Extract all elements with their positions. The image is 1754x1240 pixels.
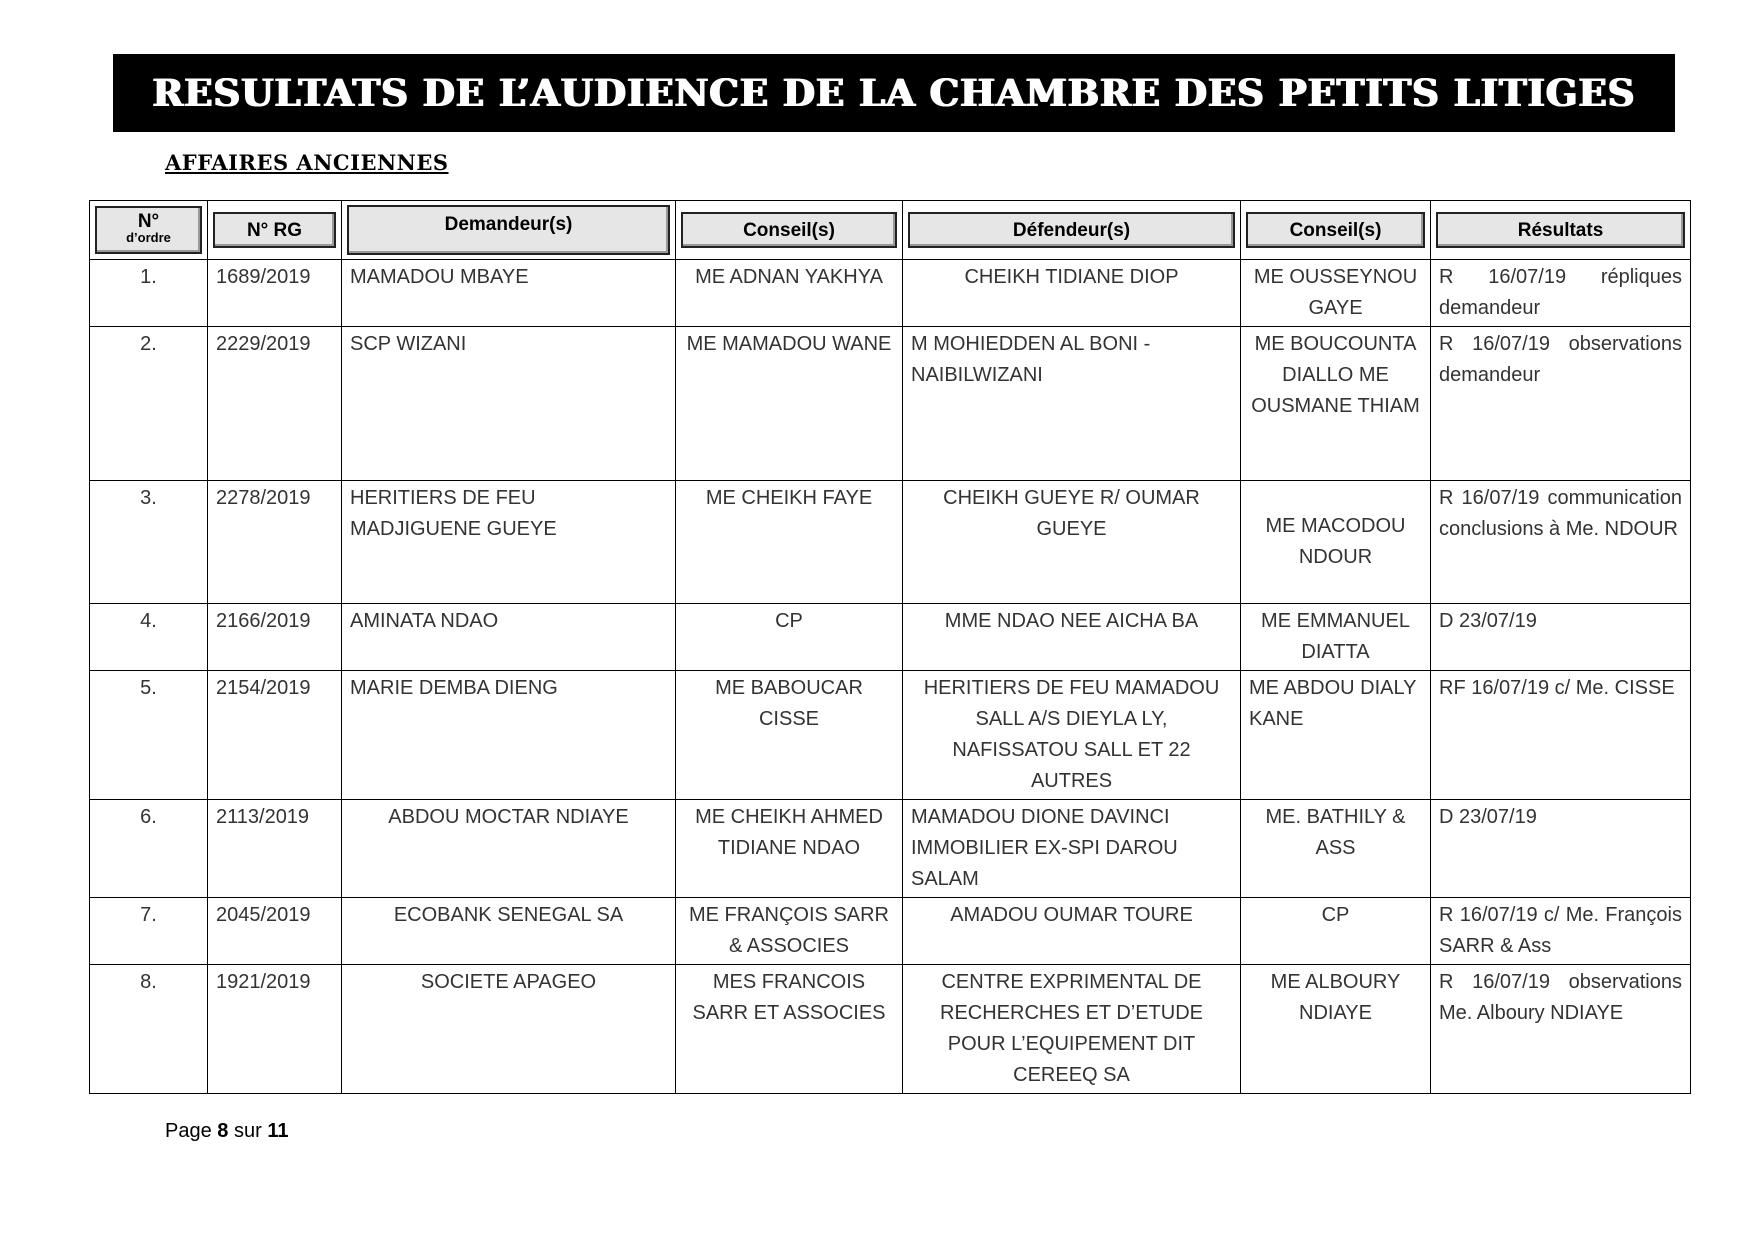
cell-demandeur: SOCIETE APAGEO (342, 965, 676, 1094)
cell-demandeur: HERITIERS DE FEU MADJIGUENE GUEYE (342, 481, 676, 604)
cell-resultat: R 16/07/19 communication conclusions à Me. NDOUR (1431, 481, 1691, 604)
cell-defendeur: AMADOU OUMAR TOURE (903, 898, 1241, 965)
footer-current-page: 8 (217, 1120, 229, 1142)
cell-conseil-defendeur: CP (1241, 898, 1431, 965)
cell-ordre: 8. (90, 965, 208, 1094)
cell-conseil-demandeur: ME MAMADOU WANE (676, 327, 903, 481)
cell-conseil-defendeur: ME ABDOU DIALY KANE (1241, 671, 1431, 800)
table-row (90, 481, 1691, 604)
cell-conseil-demandeur: ME CHEIKH FAYE (676, 481, 903, 604)
cell-conseil-demandeur: ME FRANÇOIS SARR & ASSOCIES (676, 898, 903, 965)
cell-ordre: 3. (90, 481, 208, 604)
document-title: RESULTATS DE L’AUDIENCE DE LA CHAMBRE DES PETITS LITIGES (152, 71, 1636, 115)
cell-resultat: R 16/07/19 répliques demandeur (1431, 260, 1691, 327)
cell-demandeur: AMINATA NDAO (342, 604, 676, 671)
cell-ordre: 5. (90, 671, 208, 800)
cell-ordre: 1. (90, 260, 208, 327)
cell-conseil-demandeur: CP (676, 604, 903, 671)
cell-resultat: R 16/07/19 c/ Me. François SARR & Ass (1431, 898, 1691, 965)
cell-resultat: RF 16/07/19 c/ Me. CISSE (1431, 671, 1691, 800)
header-resultats: Résultats (1431, 201, 1691, 260)
header-defendeurs: Défendeur(s) (903, 201, 1241, 260)
cell-conseil-defendeur: ME MACODOU NDOUR (1241, 481, 1431, 604)
section-heading: AFFAIRES ANCIENNES (165, 150, 449, 175)
cell-demandeur: MAMADOU MBAYE (342, 260, 676, 327)
cell-resultat: D 23/07/19 (1431, 800, 1691, 898)
cell-defendeur: HERITIERS DE FEU MAMADOU SALL A/S DIEYLA LY, NAFISSATOU SALL ET 22 AUTRES (903, 671, 1241, 800)
cell-defendeur: M MOHIEDDEN AL BONI - NAIBILWIZANI (903, 327, 1241, 481)
cell-conseil-defendeur: ME EMMANUEL DIATTA (1241, 604, 1431, 671)
cell-conseil-defendeur: ME OUSSEYNOU GAYE (1241, 260, 1431, 327)
header-ordre-top: N° (137, 211, 160, 232)
footer-sur-label: sur (233, 1120, 262, 1142)
cell-rg: 2113/2019 (208, 800, 342, 898)
footer-page-label: Page (165, 1120, 212, 1142)
footer-total-pages: 11 (267, 1120, 289, 1142)
header-ordre-bottom: d’ordre (126, 230, 171, 245)
cell-ordre: 2. (90, 327, 208, 481)
cell-rg: 2154/2019 (208, 671, 342, 800)
header-conseil-demandeur: Conseil(s) (676, 201, 903, 260)
title-banner (113, 54, 1675, 132)
cell-rg: 2229/2019 (208, 327, 342, 481)
cell-resultat: R 16/07/19 observations demandeur (1431, 327, 1691, 481)
cell-demandeur: MARIE DEMBA DIENG (342, 671, 676, 800)
cell-conseil-demandeur: ME ADNAN YAKHYA (676, 260, 903, 327)
cell-conseil-defendeur: ME BOUCOUNTA DIALLO ME OUSMANE THIAM (1241, 327, 1431, 481)
cell-rg: 1921/2019 (208, 965, 342, 1094)
table-row (90, 604, 1691, 671)
header-conseil-defendeur: Conseil(s) (1241, 201, 1431, 260)
cell-defendeur: CHEIKH TIDIANE DIOP (903, 260, 1241, 327)
cell-conseil-demandeur: MES FRANCOIS SARR ET ASSOCIES (676, 965, 903, 1094)
cell-rg: 1689/2019 (208, 260, 342, 327)
header-ordre (90, 201, 208, 260)
cell-conseil-defendeur: ME ALBOURY NDIAYE (1241, 965, 1431, 1094)
cell-resultat: R 16/07/19 observations Me. Alboury NDIAYE (1431, 965, 1691, 1094)
cell-defendeur: MME NDAO NEE AICHA BA (903, 604, 1241, 671)
table-row (90, 800, 1691, 898)
cell-resultat: D 23/07/19 (1431, 604, 1691, 671)
cell-demandeur: ABDOU MOCTAR NDIAYE (342, 800, 676, 898)
table-row (90, 898, 1691, 965)
results-table (89, 200, 1691, 1094)
cell-ordre: 6. (90, 800, 208, 898)
cell-ordre: 4. (90, 604, 208, 671)
table-row (90, 671, 1691, 800)
cell-ordre: 7. (90, 898, 208, 965)
header-demandeurs: Demandeur(s) (342, 201, 676, 260)
cell-demandeur: ECOBANK SENEGAL SA (342, 898, 676, 965)
table-row (90, 327, 1691, 481)
cell-defendeur: CHEIKH GUEYE R/ OUMAR GUEYE (903, 481, 1241, 604)
cell-conseil-defendeur: ME. BATHILY & ASS (1241, 800, 1431, 898)
cell-rg: 2166/2019 (208, 604, 342, 671)
cell-demandeur: SCP WIZANI (342, 327, 676, 481)
cell-rg: 2045/2019 (208, 898, 342, 965)
table-row (90, 260, 1691, 327)
header-row (90, 201, 1691, 260)
cell-defendeur: CENTRE EXPRIMENTAL DE RECHERCHES ET D’ETUDE POUR L’EQUIPEMENT DIT CEREEQ SA (903, 965, 1241, 1094)
cell-conseil-demandeur: ME BABOUCAR CISSE (676, 671, 903, 800)
page-footer (165, 1120, 288, 1143)
cell-rg: 2278/2019 (208, 481, 342, 604)
header-rg: N° RG (208, 201, 342, 260)
table-row (90, 965, 1691, 1094)
cell-defendeur: MAMADOU DIONE DAVINCI IMMOBILIER EX-SPI DAROU SALAM (903, 800, 1241, 898)
cell-conseil-demandeur: ME CHEIKH AHMED TIDIANE NDAO (676, 800, 903, 898)
